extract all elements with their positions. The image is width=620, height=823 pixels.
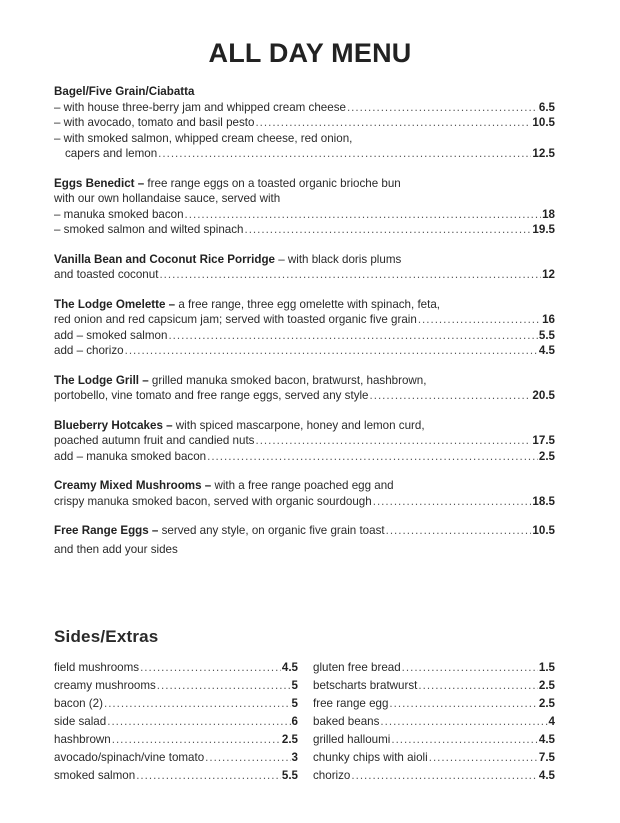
menu-line xyxy=(54,523,555,539)
side-name: avocado/spinach/vine tomato xyxy=(54,751,205,764)
side-name: betscharts bratwurst xyxy=(313,679,418,692)
dot-leader xyxy=(207,449,538,465)
side-item xyxy=(313,767,555,785)
item-price: 4.5 xyxy=(538,344,555,357)
item-name: Vanilla Bean and Coconut Rice Porridge xyxy=(54,252,275,266)
dot-leader xyxy=(205,749,290,767)
item-description xyxy=(54,100,346,116)
menu-line xyxy=(54,433,555,449)
menu-line xyxy=(54,207,555,223)
side-name: creamy mushrooms xyxy=(54,679,156,692)
sides-left-column xyxy=(54,659,298,785)
side-name: side salad xyxy=(54,715,107,728)
menu-line xyxy=(54,542,555,558)
item-description xyxy=(54,328,167,344)
dot-leader xyxy=(418,312,541,328)
side-item xyxy=(54,677,298,695)
dot-leader xyxy=(157,677,291,695)
side-name: grilled halloumi xyxy=(313,733,391,746)
item-text: grilled manuka smoked bacon, bratwurst, hashbrown, xyxy=(148,373,427,387)
dot-leader xyxy=(244,222,531,238)
side-price: 7.5 xyxy=(538,751,555,764)
side-item xyxy=(313,659,555,677)
side-item xyxy=(54,767,298,785)
side-price: 4 xyxy=(548,715,555,728)
menu-line xyxy=(54,176,555,192)
side-item xyxy=(313,713,555,731)
item-description xyxy=(54,388,369,404)
item-description xyxy=(54,418,425,434)
item-text: add – manuka smoked bacon xyxy=(54,449,207,463)
item-description xyxy=(54,176,401,192)
side-price: 3 xyxy=(291,751,298,764)
section-gap xyxy=(54,162,555,176)
menu-line xyxy=(54,478,555,494)
side-name: chorizo xyxy=(313,769,351,782)
side-name: free range egg xyxy=(313,697,389,710)
item-text: with spiced mascarpone, honey and lemon curd, xyxy=(172,418,425,432)
side-name: hashbrown xyxy=(54,733,111,746)
item-text: – with house three-berry jam and whipped cream cheese xyxy=(54,100,346,114)
menu-line xyxy=(54,297,555,313)
item-price: 16 xyxy=(542,313,555,326)
item-text: add – smoked salmon xyxy=(54,328,168,342)
dot-leader xyxy=(185,207,542,223)
side-item xyxy=(54,695,298,713)
item-description xyxy=(54,494,372,510)
item-text: portobello, vine tomato and free range eggs, served any style xyxy=(54,389,369,402)
side-item xyxy=(313,749,555,767)
menu-line xyxy=(54,222,555,238)
item-price: 2.5 xyxy=(538,449,555,463)
item-price: 19.5 xyxy=(532,223,555,236)
side-name: smoked salmon xyxy=(54,769,136,782)
item-description xyxy=(54,207,184,223)
menu-line xyxy=(54,100,555,116)
item-text: with our own hollandaise sauce, served with xyxy=(54,192,281,205)
item-text: – with avocado, tomato and basil pesto xyxy=(54,116,255,129)
side-price: 2.5 xyxy=(281,733,298,746)
item-price: 12 xyxy=(542,268,555,281)
item-text: – smoked salmon and wilted spinach xyxy=(54,223,244,236)
item-description xyxy=(54,131,352,147)
item-text: and then add your sides xyxy=(54,542,178,556)
menu-line xyxy=(54,146,555,162)
item-description xyxy=(54,115,254,131)
dot-leader xyxy=(370,388,532,404)
item-text: crispy manuka smoked bacon, served with organic sourdough xyxy=(54,494,372,508)
dot-leader xyxy=(380,713,547,731)
dot-leader xyxy=(140,659,281,677)
item-description xyxy=(54,523,385,539)
menu-line xyxy=(54,418,555,434)
side-name: chunky chips with aioli xyxy=(313,751,428,764)
item-price: 6.5 xyxy=(538,100,555,114)
section-gap xyxy=(54,404,555,418)
menu-line xyxy=(54,343,555,359)
item-description xyxy=(65,146,157,162)
item-price: 5.5 xyxy=(538,328,555,342)
item-name: Blueberry Hotcakes – xyxy=(54,418,173,432)
item-price: 18 xyxy=(542,207,555,221)
item-text: – with black doris plums xyxy=(274,252,402,266)
side-name: baked beans xyxy=(313,715,380,728)
item-name: Eggs Benedict – xyxy=(54,176,145,190)
side-price: 5 xyxy=(291,697,298,710)
item-description xyxy=(54,449,206,465)
item-text: free range eggs on a toasted organic brioche bun xyxy=(144,176,401,190)
item-description xyxy=(54,297,440,313)
menu-section xyxy=(54,373,555,404)
item-description xyxy=(54,222,243,238)
side-price: 4.5 xyxy=(538,769,555,782)
dot-leader xyxy=(389,695,537,713)
item-name: The Lodge Grill – xyxy=(54,373,149,387)
side-price: 4.5 xyxy=(538,733,555,746)
item-description xyxy=(54,267,158,283)
dot-leader xyxy=(125,343,538,359)
dot-leader xyxy=(351,767,538,785)
item-description xyxy=(54,478,394,494)
section-gap xyxy=(54,359,555,373)
dot-leader xyxy=(136,767,281,785)
dot-leader xyxy=(159,267,541,283)
side-item xyxy=(54,713,298,731)
item-text: add – chorizo xyxy=(54,344,124,357)
item-price: 12.5 xyxy=(532,147,555,160)
item-description xyxy=(54,84,194,100)
item-name: The Lodge Omelette – xyxy=(54,297,176,311)
item-text: and toasted coconut xyxy=(54,268,159,281)
item-name: Creamy Mixed Mushrooms – xyxy=(54,479,212,492)
menu-section xyxy=(54,176,555,238)
menu-line xyxy=(54,267,555,283)
side-name: gluten free bread xyxy=(313,661,401,674)
dot-leader xyxy=(168,328,537,344)
item-name: Bagel/Five Grain/Ciabatta xyxy=(54,85,195,98)
page-title: ALL DAY MENU xyxy=(208,38,412,68)
item-text: – with smoked salmon, whipped cream cheese, red onion, xyxy=(54,131,353,145)
item-name: Free Range Eggs – xyxy=(54,524,159,537)
dot-leader xyxy=(418,677,537,695)
menu-line xyxy=(54,373,555,389)
dot-leader xyxy=(255,433,531,449)
item-price: 17.5 xyxy=(532,434,555,447)
dot-leader xyxy=(429,749,538,767)
side-name: field mushrooms xyxy=(54,661,140,674)
menu-line xyxy=(54,131,555,147)
item-description xyxy=(54,373,426,389)
side-item xyxy=(54,749,298,767)
item-price: 18.5 xyxy=(532,494,555,508)
section-gap xyxy=(54,238,555,252)
menu-line xyxy=(54,449,555,465)
side-item xyxy=(313,731,555,749)
dot-leader xyxy=(255,115,531,131)
item-price: 10.5 xyxy=(532,524,555,537)
menu-section xyxy=(54,84,555,162)
item-description xyxy=(54,252,401,268)
menu-section xyxy=(54,523,555,557)
menu-line xyxy=(54,252,555,268)
side-price: 2.5 xyxy=(538,679,555,692)
side-price: 5.5 xyxy=(281,769,298,782)
item-text: a free range, three egg omelette with spinach, feta, xyxy=(175,297,441,311)
menu-section xyxy=(54,297,555,359)
item-text: with a free range poached egg and xyxy=(211,479,394,492)
section-gap xyxy=(54,464,555,478)
sides-right-column xyxy=(313,659,555,785)
item-text: – manuka smoked bacon xyxy=(54,207,184,221)
dot-leader xyxy=(158,146,531,162)
item-price: 10.5 xyxy=(532,116,555,129)
item-text: poached autumn fruit and candied nuts xyxy=(54,434,255,447)
side-price: 4.5 xyxy=(281,661,298,674)
dot-leader xyxy=(391,731,538,749)
sides-heading: Sides/Extras xyxy=(54,627,159,646)
menu-line xyxy=(54,115,555,131)
section-gap xyxy=(54,509,555,523)
item-description xyxy=(54,312,417,328)
side-price: 5 xyxy=(291,679,298,692)
dot-leader xyxy=(347,100,538,116)
menu-line xyxy=(54,312,555,328)
side-item xyxy=(313,677,555,695)
menu-section xyxy=(54,478,555,509)
dot-leader xyxy=(402,659,538,677)
side-price: 6 xyxy=(291,715,298,728)
menu-section xyxy=(54,252,555,283)
dot-leader xyxy=(112,731,281,749)
side-item xyxy=(54,731,298,749)
menu-line xyxy=(54,84,555,100)
dot-leader xyxy=(104,695,291,713)
dot-leader xyxy=(107,713,290,731)
menu-line xyxy=(54,494,555,510)
item-text: red onion and red capsicum jam; served with toasted organic five grain xyxy=(54,313,417,326)
menu-line xyxy=(54,388,555,404)
dot-leader xyxy=(373,494,532,510)
menu-list xyxy=(54,84,555,557)
item-text: served any style, on organic five grain toast xyxy=(158,524,385,537)
item-price: 20.5 xyxy=(532,389,555,402)
side-price: 2.5 xyxy=(538,697,555,710)
item-text: capers and lemon xyxy=(65,147,158,160)
item-description xyxy=(54,542,178,558)
side-price: 1.5 xyxy=(538,661,555,674)
menu-line xyxy=(54,191,555,207)
section-gap xyxy=(54,283,555,297)
item-description xyxy=(54,343,124,359)
dot-leader xyxy=(386,523,532,539)
menu-section xyxy=(54,418,555,465)
side-name: bacon (2) xyxy=(54,697,103,710)
item-description xyxy=(54,433,254,449)
side-item xyxy=(313,695,555,713)
item-description xyxy=(54,191,280,207)
menu-line xyxy=(54,328,555,344)
side-item xyxy=(54,659,298,677)
